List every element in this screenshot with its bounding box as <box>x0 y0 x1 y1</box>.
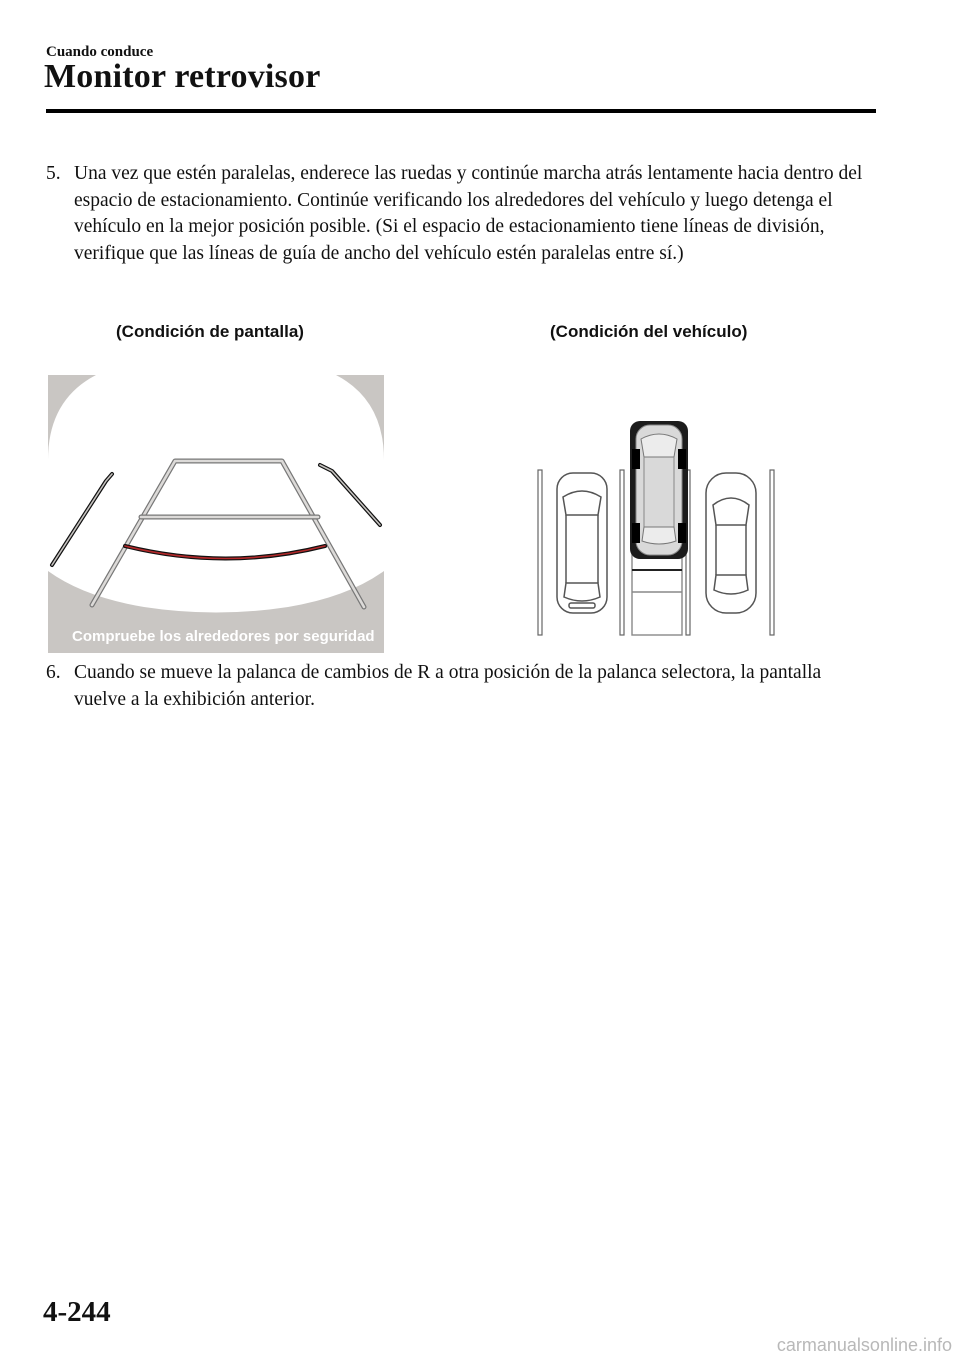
watermark: carmanualsonline.info <box>776 1335 952 1355</box>
step-text: Cuando se mueve la palanca de cambios de R a otra posición de la palanca selectora, la pantalla vuelve a la exhibición anterior. <box>74 662 822 710</box>
step-number: 6. <box>46 662 61 683</box>
step-5 <box>46 161 876 267</box>
rear-camera-screen-illustration <box>48 375 384 653</box>
page-title: Monitor retrovisor <box>44 58 321 95</box>
step-number: 5. <box>46 163 61 184</box>
parking-diagram <box>530 415 780 640</box>
step-6 <box>46 660 876 713</box>
vehicle-condition-caption: (Condición del vehículo) <box>550 322 748 341</box>
screen-warning-message: Compruebe los alrededores por seguridad <box>72 628 375 645</box>
page-number: 4-244 <box>43 1296 111 1328</box>
title-divider <box>46 109 876 113</box>
screen-condition-caption: (Condición de pantalla) <box>116 322 304 341</box>
step-text: Una vez que estén paralelas, enderece las ruedas y continúe marcha atrás lentamente hacia dentro del espacio de estacionamiento. Continúe verificando los alrededores del vehículo y luego detenga el vehículo en la mejor posición posible. (Si el espacio de estacionamiento tiene líneas de división, verifique que las líneas de guía de ancho del vehículo estén paralelas entre sí.) <box>74 163 863 264</box>
section-label: Cuando conduce <box>46 44 154 60</box>
